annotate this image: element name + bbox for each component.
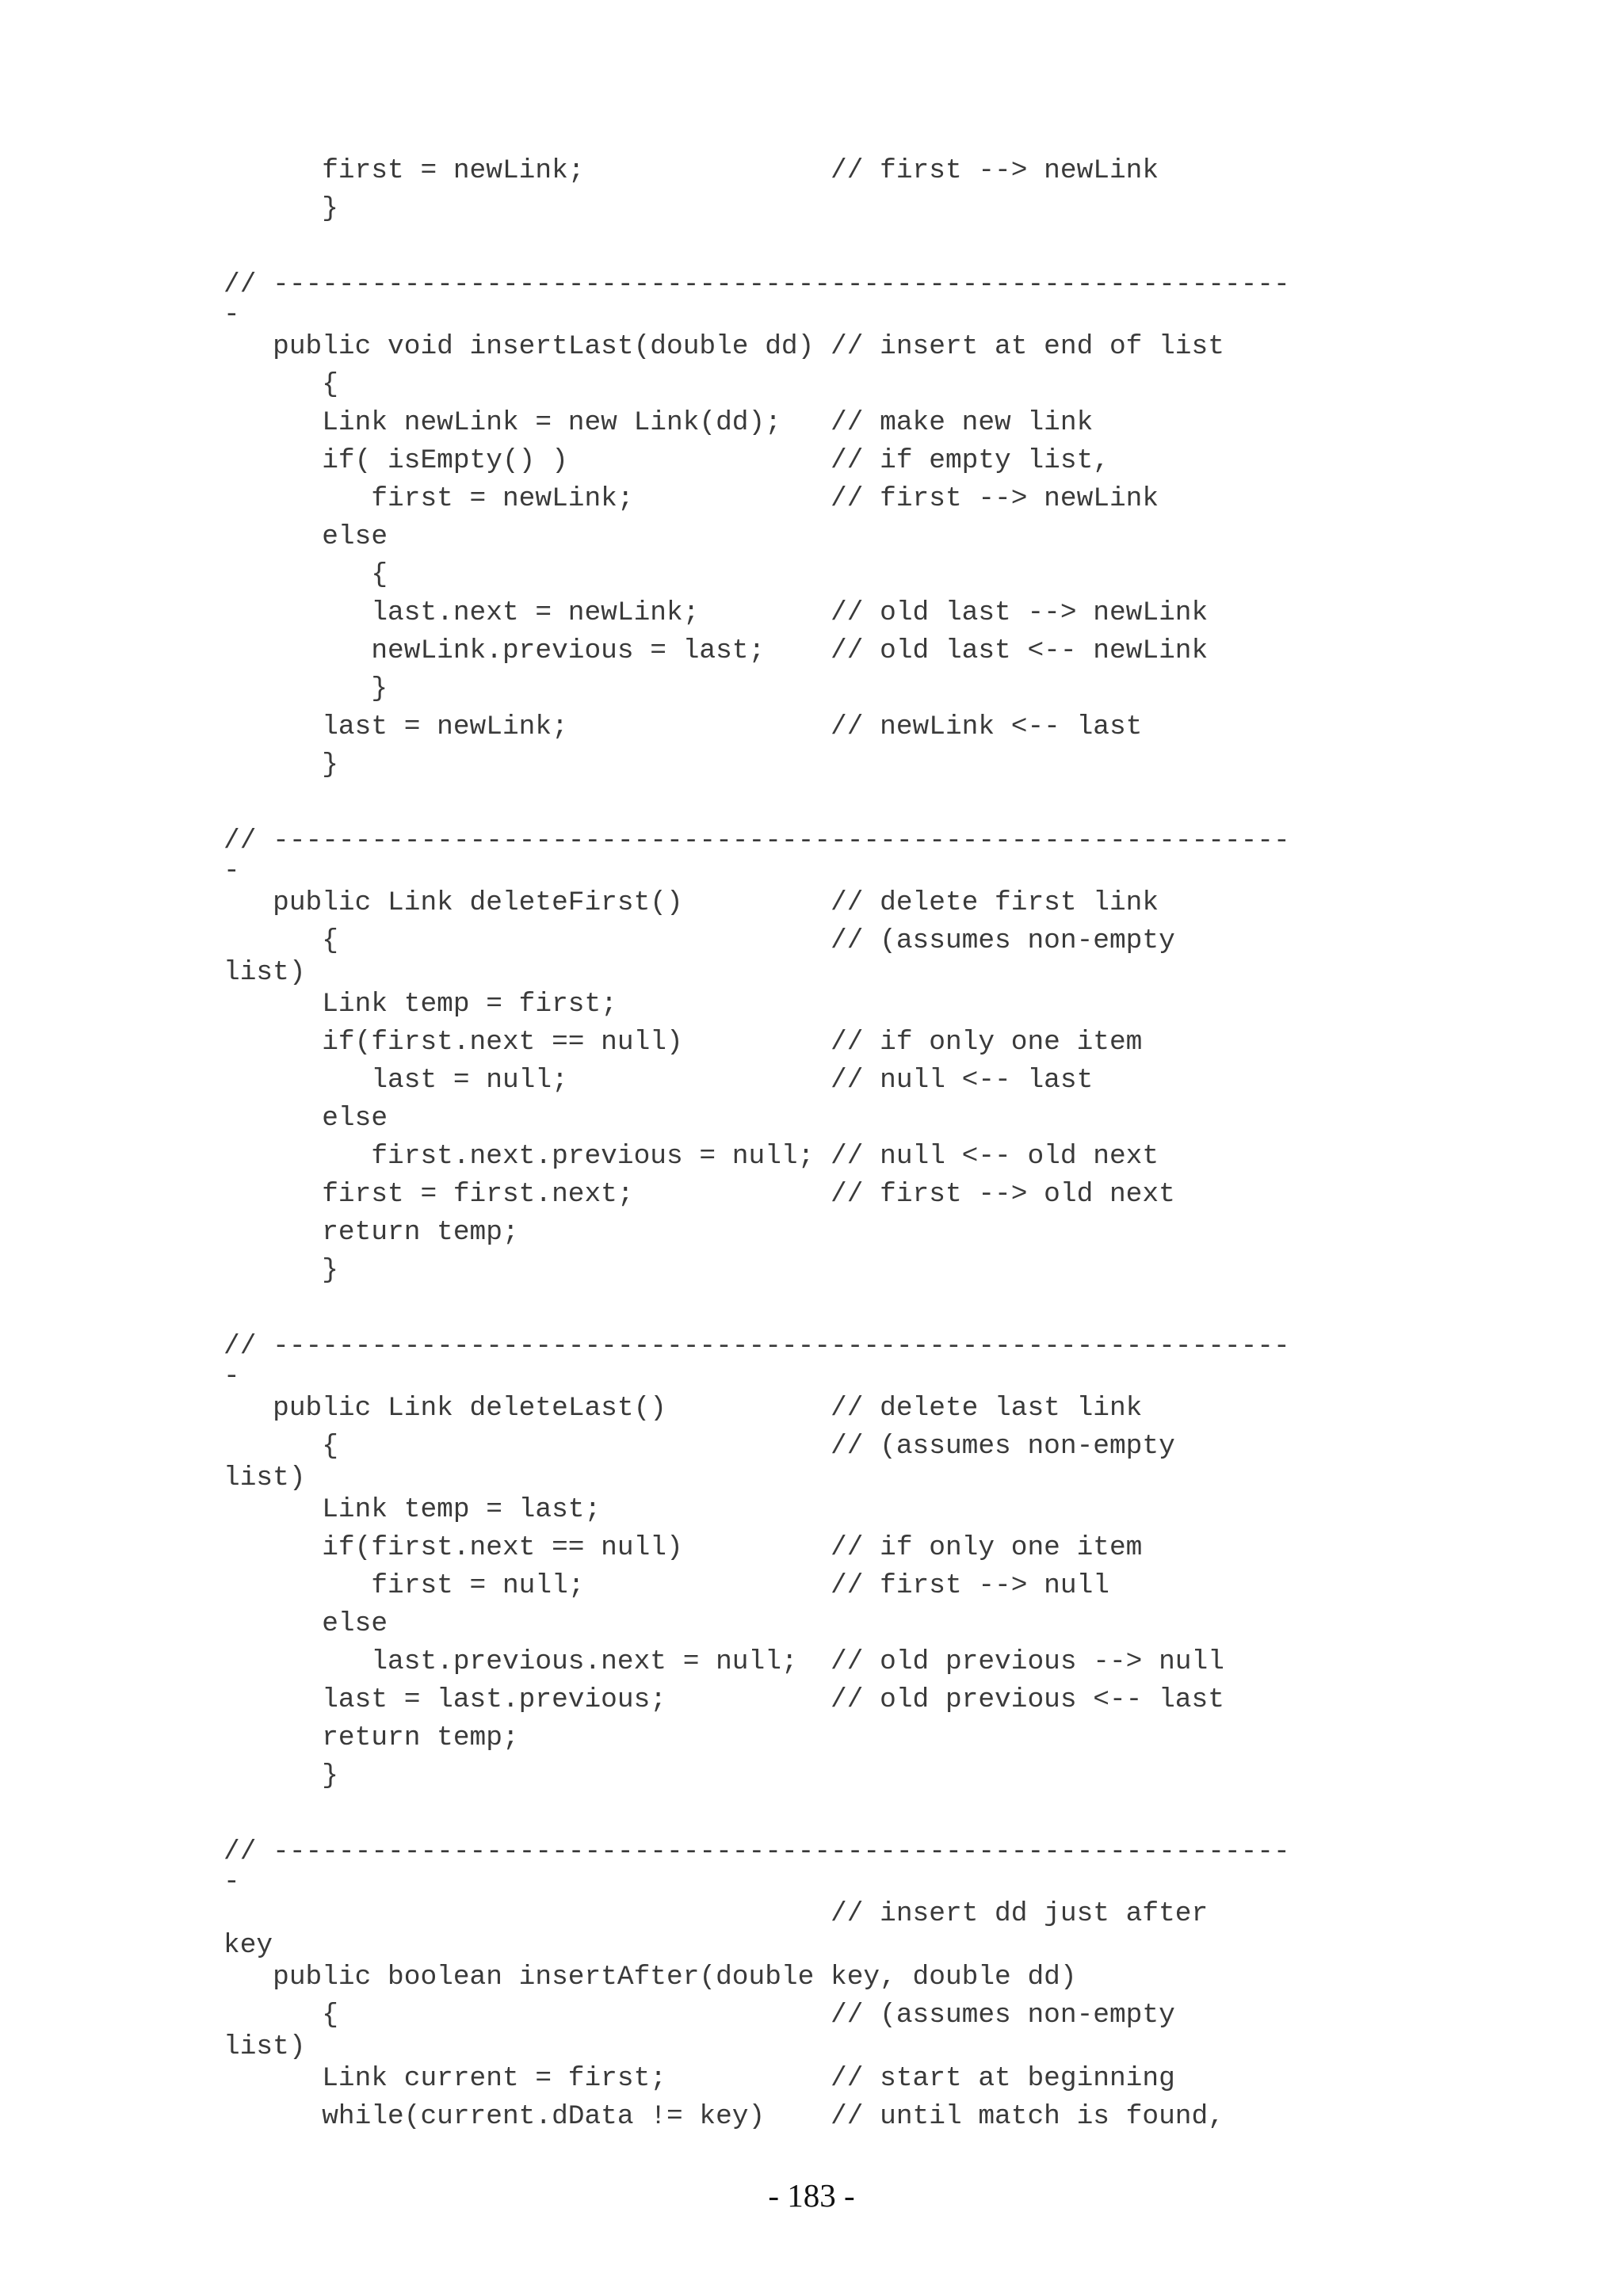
code-line: last.previous.next = null; // old previous --> null	[223, 1646, 1224, 1677]
code-line: if(first.next == null) // if only one item	[223, 1027, 1143, 1058]
code-line: { // (assumes non-empty	[223, 1431, 1175, 1462]
code-line: first.next.previous = null; // null <-- old next	[223, 1141, 1159, 1172]
code-line: public Link deleteLast() // delete last link	[223, 1393, 1143, 1424]
code-line: return temp;	[223, 1217, 519, 1248]
code-wrap-line: list)	[223, 1463, 306, 1493]
code-line: }	[223, 673, 388, 704]
code-line: return temp;	[223, 1722, 519, 1753]
code-separator-line: // --------------------------------------------------------------	[223, 1331, 1290, 1362]
code-separator-line: // --------------------------------------------------------------	[223, 826, 1290, 856]
code-line: {	[223, 369, 338, 400]
code-line: last = last.previous; // old previous <-- last	[223, 1684, 1224, 1715]
code-line: }	[223, 1255, 338, 1286]
code-line: Link temp = last;	[223, 1494, 601, 1525]
code-line: last.next = newLink; // old last --> newLink	[223, 597, 1209, 628]
code-line: { // (assumes non-empty	[223, 925, 1175, 956]
code-separator-wrap: -	[223, 1867, 240, 1897]
code-wrap-line: list)	[223, 2031, 306, 2062]
code-separator-line: // --------------------------------------------------------------	[223, 269, 1290, 300]
code-separator-wrap: -	[223, 1361, 240, 1392]
code-line: if(first.next == null) // if only one item	[223, 1532, 1143, 1563]
code-line: {	[223, 559, 388, 590]
code-separator-wrap: -	[223, 299, 240, 330]
code-line: else	[223, 1608, 388, 1639]
code-line: }	[223, 193, 338, 224]
code-line: }	[223, 749, 338, 780]
code-line: Link temp = first;	[223, 989, 617, 1020]
code-line: Link current = first; // start at beginning	[223, 2063, 1175, 2094]
code-wrap-line: list)	[223, 957, 306, 988]
code-line: newLink.previous = last; // old last <-- newLink	[223, 635, 1209, 666]
code-line: public Link deleteFirst() // delete first link	[223, 887, 1159, 918]
code-wrap-line: key	[223, 1930, 273, 1961]
code-line: else	[223, 521, 388, 552]
code-line: // insert dd just after	[223, 1898, 1209, 1929]
code-line: else	[223, 1103, 388, 1134]
code-line: { // (assumes non-empty	[223, 2000, 1175, 2031]
code-line: }	[223, 1760, 338, 1791]
code-line: last = newLink; // newLink <-- last	[223, 711, 1143, 742]
code-line: first = newLink; // first --> newLink	[223, 155, 1159, 186]
code-separator-wrap: -	[223, 856, 240, 887]
page-number: - 183 -	[768, 2177, 855, 2214]
code-line: last = null; // null <-- last	[223, 1065, 1094, 1096]
code-line: if( isEmpty() ) // if empty list,	[223, 445, 1109, 476]
code-line: first = null; // first --> null	[223, 1570, 1109, 1601]
code-separator-line: // --------------------------------------------------------------	[223, 1836, 1290, 1867]
code-line: public boolean insertAfter(double key, double dd)	[223, 1962, 1077, 1993]
code-line: public void insertLast(double dd) // insert at end of list	[223, 331, 1224, 362]
code-line: Link newLink = new Link(dd); // make new link	[223, 407, 1094, 438]
code-line: first = newLink; // first --> newLink	[223, 483, 1159, 514]
code-line: first = first.next; // first --> old next	[223, 1179, 1175, 1210]
code-line: while(current.dData != key) // until match is found,	[223, 2101, 1224, 2132]
